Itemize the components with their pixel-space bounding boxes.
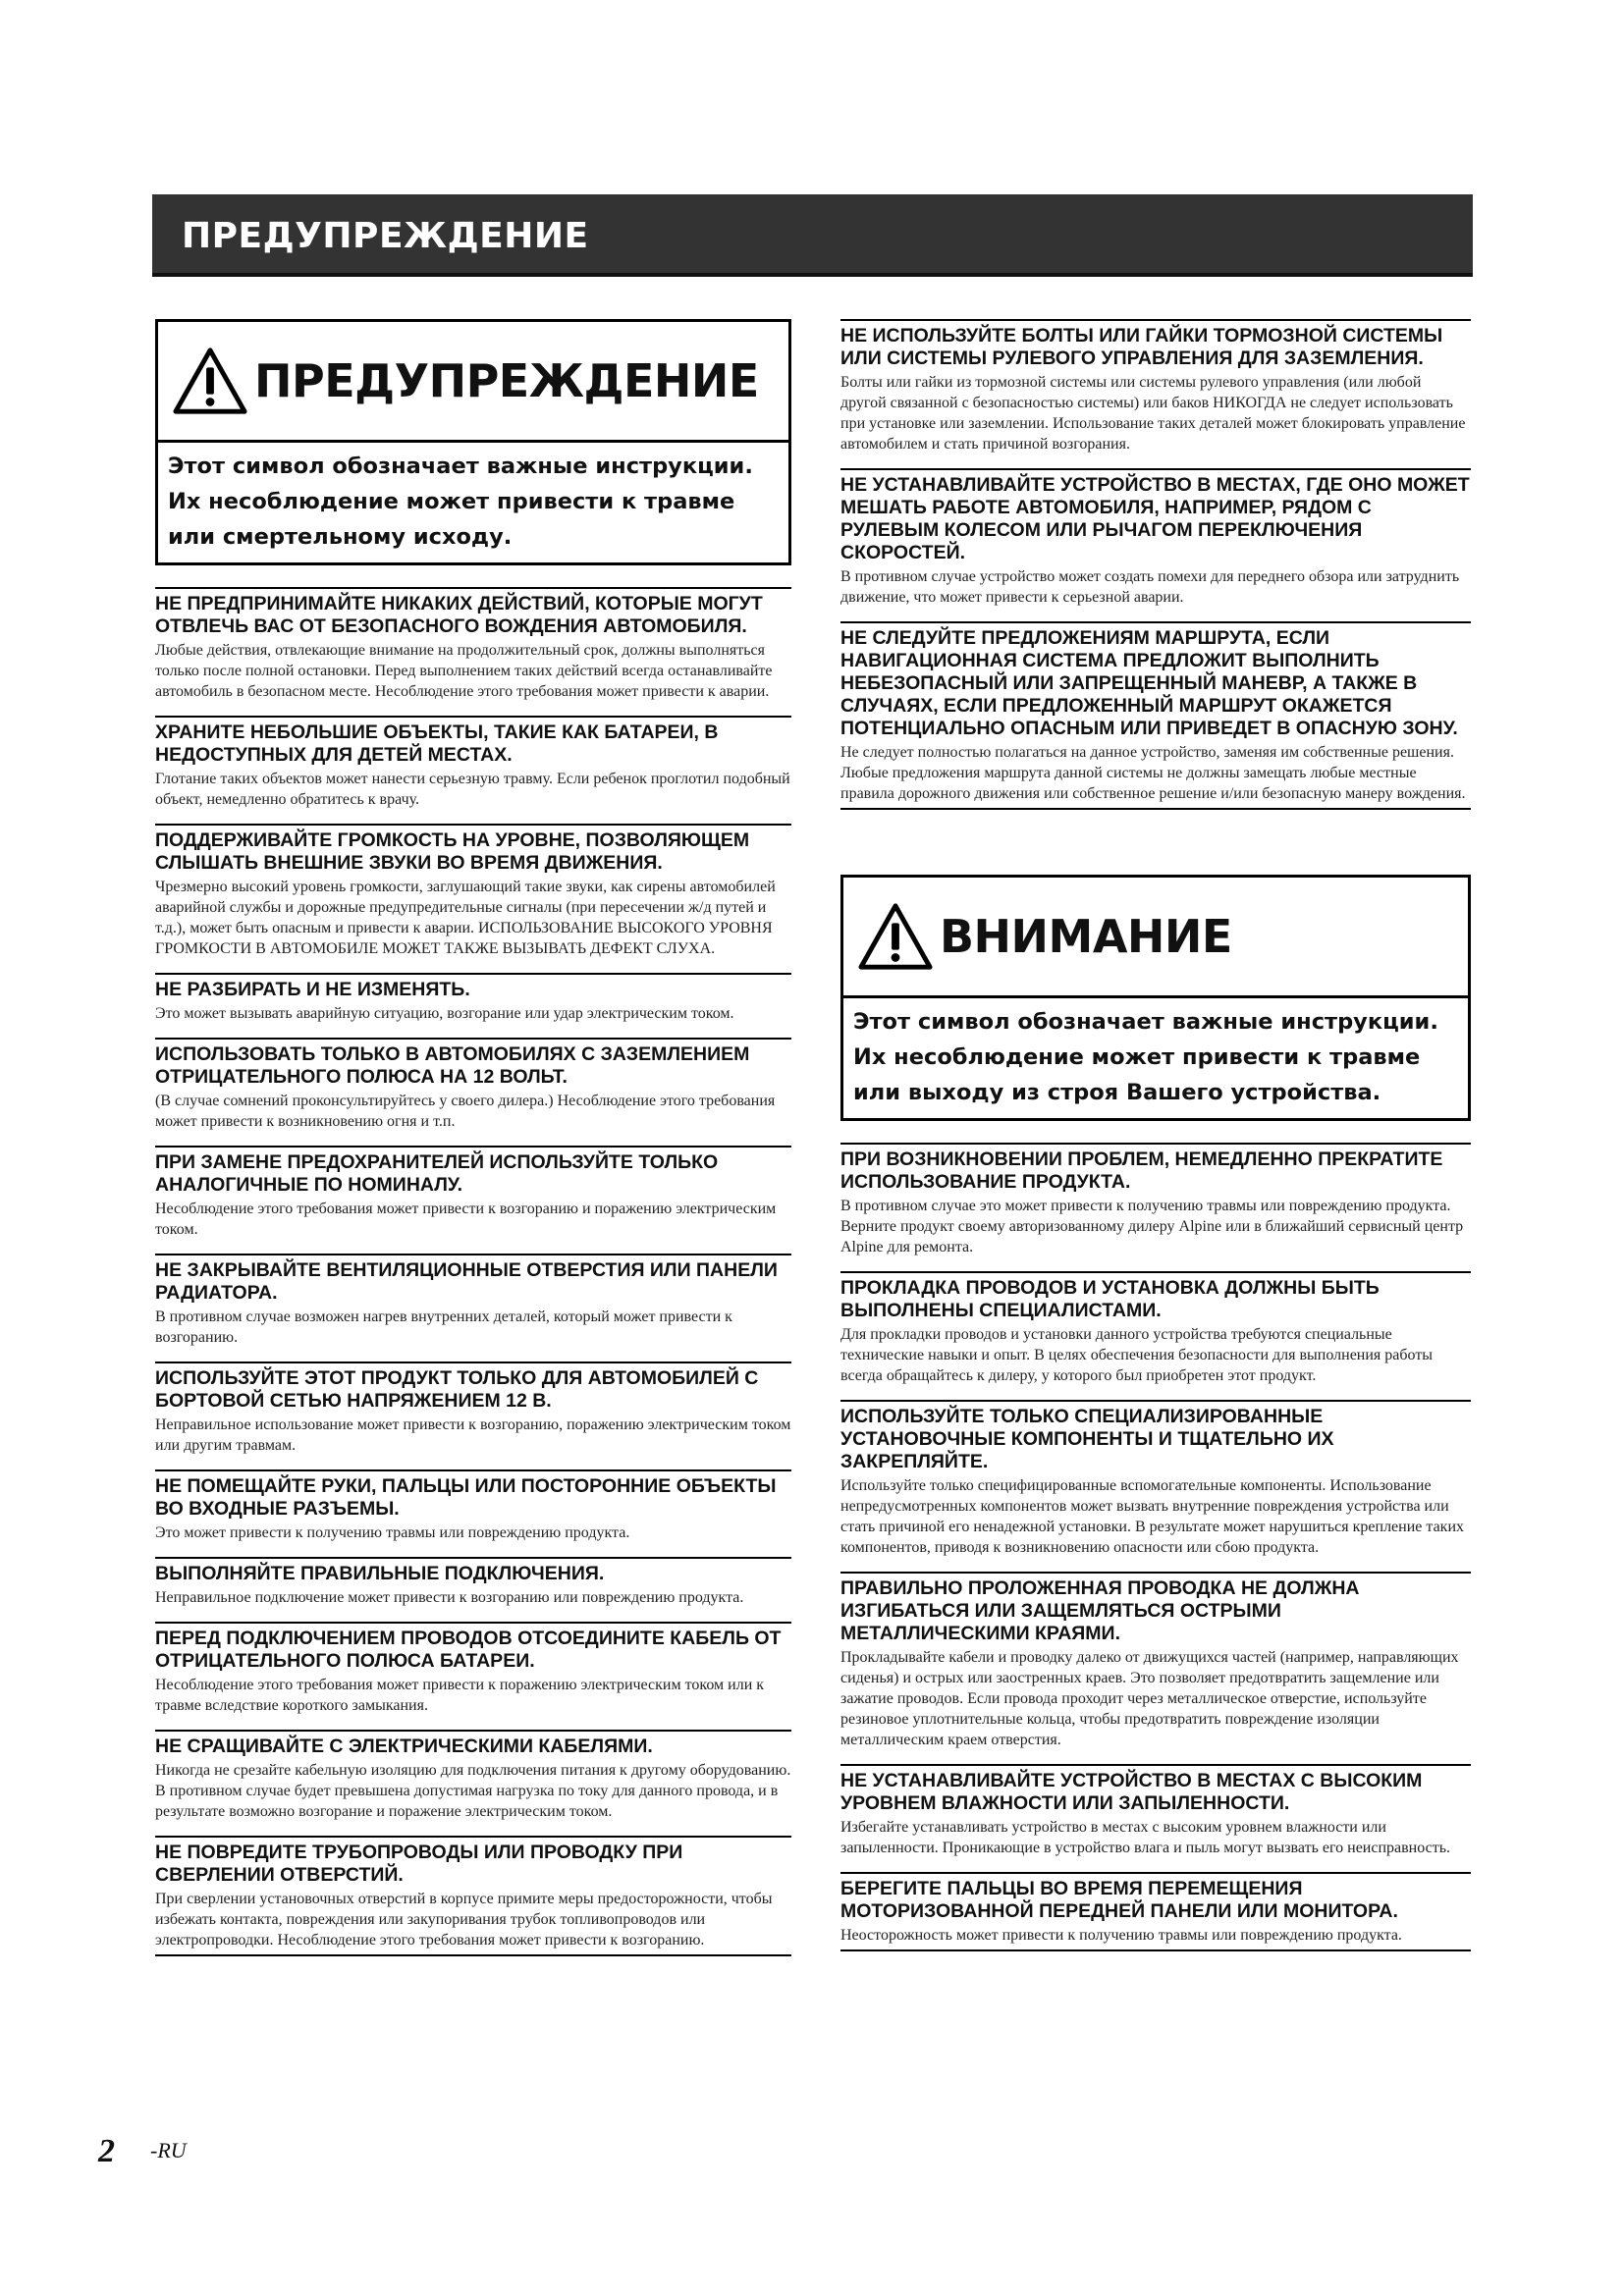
- section-body: Болты или гайки из тормозной системы или системы рулевого управления (или любой другой связанной с безопасностью системы) или баков НИКОГДА не следует использовать при установке или заземлении. Использование таких деталей может блокировать управление автомобилем и стать причиной возгорания.: [840, 374, 1466, 453]
- section-title: НЕ ИСПОЛЬЗУЙТЕ БОЛТЫ ИЛИ ГАЙКИ ТОРМОЗНОЙ СИСТЕМЫ ИЛИ СИСТЕМЫ РУЛЕВОГО УПРАВЛЕНИЯ ДЛЯ ЗАЗЕМЛЕНИЯ.: [840, 325, 1443, 369]
- warning-triangle-icon: [172, 346, 248, 416]
- section: [840, 1143, 1471, 1257]
- section: [840, 1400, 1471, 1558]
- left-column: [155, 319, 791, 1970]
- warning-triangle-icon: [857, 901, 934, 972]
- section-body: В противном случае возможен нагрев внутренних деталей, который может привести к возгоранию.: [155, 1308, 732, 1346]
- section-body: Не следует полностью полагаться на данное устройство, заменяя им собственные решения. Любые предложения маршрута данной системы не должны замещать любые местные правила дорожного движения или собственное решение и/или безопасную манеру вождения.: [840, 744, 1466, 802]
- section: [155, 1622, 791, 1716]
- section-body: Несоблюдение этого требования может привести к возгоранию и поражению электрическим током.: [155, 1201, 777, 1238]
- section: [155, 1146, 791, 1240]
- section: [840, 1764, 1471, 1858]
- page-footer: [98, 2133, 187, 2170]
- caution-box-header: [843, 878, 1468, 998]
- section-body: Любые действия, отвлекающие внимание на продолжительный срок, должны выполняться только после полной остановки. Перед выполнением таких действий всегда останавливайте автомобиль в безопасном месте. Несоблюдение этого требования может привести к аварии.: [155, 642, 773, 700]
- section-title: ВЫПОЛНЯЙТЕ ПРАВИЛЬНЫЕ ПОДКЛЮЧЕНИЯ.: [155, 1563, 605, 1584]
- section-body: Глотание таких объектов может нанести серьезную травму. Если ребенок проглотил подобный объект, немедленно обратитесь к врачу.: [155, 771, 790, 808]
- section-body: Используйте только специфицированные вспомогательные компоненты. Использование непредусмотренных компонентов может вызвать внутренние повреждения устройства или стать причиной его ненадежной установки. В результате может нарушиться крепление таких компонентов, приводя к возникновению опасности или сбою продукта.: [840, 1477, 1464, 1556]
- warning-box-title: ПРЕДУПРЕЖДЕНИЕ: [254, 354, 759, 407]
- section: [155, 1557, 791, 1608]
- section: [155, 824, 791, 959]
- section-title: НЕ ЗАКРЫВАЙТЕ ВЕНТИЛЯЦИОННЫЕ ОТВЕРСТИЯ ИЛИ ПАНЕЛИ РАДИАТОРА.: [155, 1259, 778, 1304]
- section-title: ПОДДЕРЖИВАЙТЕ ГРОМКОСТЬ НА УРОВНЕ, ПОЗВОЛЯЮЩЕМ СЛЫШАТЬ ВНЕШНИЕ ЗВУКИ ВО ВРЕМЯ ДВИЖЕНИЯ.: [155, 829, 750, 874]
- warning-box-header: [158, 322, 788, 443]
- section-title: НЕ УСТАНАВЛИВАЙТЕ УСТРОЙСТВО В МЕСТАХ, ГДЕ ОНО МОЖЕТ МЕШАТЬ РАБОТЕ АВТОМОБИЛЯ, НАПРИМЕР, РЯДОМ С РУЛЕВЫМ КОЛЕСОМ ИЛИ РЫЧАГОМ ПЕРЕКЛЮЧЕНИЯ СКОРОСТЕЙ.: [840, 474, 1470, 563]
- section: [840, 1572, 1471, 1750]
- section: [155, 1038, 791, 1132]
- caution-box-text: Этот символ обозначает важные инструкции. Их несоблюдение может привести к травме или выходу из строя Вашего устройства.: [853, 1009, 1438, 1105]
- right-column: [840, 319, 1471, 1965]
- section-title: ИСПОЛЬЗУЙТЕ ЭТОТ ПРОДУКТ ТОЛЬКО ДЛЯ АВТОМОБИЛЕЙ С БОРТОВОЙ СЕТЬЮ НАПРЯЖЕНИЕМ 12 В.: [155, 1367, 759, 1412]
- section-title: ПРИ ВОЗНИКНОВЕНИИ ПРОБЛЕМ, НЕМЕДЛЕННО ПРЕКРАТИТЕ ИСПОЛЬЗОВАНИЕ ПРОДУКТА.: [840, 1148, 1443, 1193]
- page-language-suffix: -RU: [150, 2138, 187, 2163]
- section: [155, 1362, 791, 1456]
- section-body: Это может привести к получению травмы или повреждению продукта.: [155, 1524, 630, 1541]
- section: [155, 973, 791, 1024]
- section-body: Для прокладки проводов и установки данного устройства требуются специальные технические навыки и опыт. В целях обеспечения безопасности для выполнения работы всегда обращайтесь к дилеру, у которого был приобретен этот продукт.: [840, 1326, 1434, 1384]
- section-body: В противном случае это может привести к получению травмы или повреждению продукта. Верните продукт своему авторизованному дилеру Alpine или в ближайший сервисный центр Alpine для ремонта.: [840, 1198, 1464, 1255]
- section-title: БЕРЕГИТЕ ПАЛЬЦЫ ВО ВРЕМЯ ПЕРЕМЕЩЕНИЯ МОТОРИЗОВАННОЙ ПЕРЕДНЕЙ ПАНЕЛИ ИЛИ МОНИТОРА.: [840, 1878, 1398, 1922]
- section: [155, 587, 791, 702]
- section-title: ПРОКЛАДКА ПРОВОДОВ И УСТАНОВКА ДОЛЖНЫ БЫТЬ ВЫПОЛНЕНЫ СПЕЦИАЛИСТАМИ.: [840, 1277, 1380, 1321]
- page-number: 2: [98, 2133, 115, 2169]
- section-title: НЕ СЛЕДУЙТЕ ПРЕДЛОЖЕНИЯМ МАРШРУТА, ЕСЛИ НАВИГАЦИОННАЯ СИСТЕМА ПРЕДЛОЖИТ ВЫПОЛНИТЬ НЕБЕЗОПАСНЫЙ ИЛИ ЗАПРЕЩЕННЫЙ МАНЕВР, А ТАКЖЕ В СЛУЧАЯХ, ЕСЛИ ПРЕДЛОЖЕННЫЙ МАРШРУТ ОКАЖЕТСЯ ПОТЕНЦИАЛЬНО ОПАСНЫМ ИЛИ ПРИВЕДЕТ В ОПАСНУЮ ЗОНУ.: [840, 627, 1458, 739]
- section-title: ПРАВИЛЬНО ПРОЛОЖЕННАЯ ПРОВОДКА НЕ ДОЛЖНА ИЗГИБАТЬСЯ ИЛИ ЗАЩЕМЛЯТЬСЯ ОСТРЫМИ МЕТАЛЛИЧЕСКИМИ КРАЯМИ.: [840, 1577, 1360, 1644]
- section-body: (В случае сомнений проконсультируйтесь у своего дилера.) Несоблюдение этого требования может привести к возникновению огня и т.п.: [155, 1093, 776, 1130]
- warning-box-text: Этот символ обозначает важные инструкции. Их несоблюдение может привести к травме или смертельному исходу.: [168, 454, 753, 550]
- section-body: Избегайте устанавливать устройство в местах с высоким уровнем влажности или запыленности. Проникающие в устройство влага и пыль могут вызвать его неисправность.: [840, 1819, 1451, 1856]
- section-body: Никогда не срезайте кабельную изоляцию для подключения питания к другому оборудованию. В противном случае будет превышена допустимая нагрузка по току для данного провода, и в результате возможно возгорание и поражение электрическим током.: [155, 1762, 791, 1820]
- section-body: При сверлении установочных отверстий в корпусе примите меры предосторожности, чтобы избежать контакта, повреждения или закупоривания трубок топливопроводов или электропроводки. Несоблюдение этого требования может привести к возгоранию.: [155, 1891, 773, 1949]
- page-title: ПРЕДУПРЕЖДЕНИЕ: [182, 215, 589, 256]
- section: [155, 1730, 791, 1822]
- section: [155, 1836, 791, 1956]
- section: [840, 319, 1471, 454]
- banner-underline: [152, 273, 1473, 277]
- section-body: Неосторожность может привести к получению травмы или повреждению продукта.: [840, 1927, 1402, 1944]
- section: [840, 1872, 1471, 1951]
- section-title: ПЕРЕД ПОДКЛЮЧЕНИЕМ ПРОВОДОВ ОТСОЕДИНИТЕ КАБЕЛЬ ОТ ОТРИЦАТЕЛЬНОГО ПОЛЮСА БАТАРЕИ.: [155, 1628, 782, 1672]
- section-body: Неправильное подключение может привести к возгоранию или повреждению продукта.: [155, 1589, 744, 1606]
- section-title: ХРАНИТЕ НЕБОЛЬШИЕ ОБЪЕКТЫ, ТАКИЕ КАК БАТАРЕИ, В НЕДОСТУПНЫХ ДЛЯ ДЕТЕЙ МЕСТАХ.: [155, 721, 719, 766]
- section-title: ИСПОЛЬЗОВАТЬ ТОЛЬКО В АВТОМОБИЛЯХ С ЗАЗЕМЛЕНИЕМ ОТРИЦАТЕЛЬНОГО ПОЛЮСА НА 12 ВОЛЬТ.: [155, 1043, 750, 1088]
- section-title: НЕ ПОВРЕДИТЕ ТРУБОПРОВОДЫ ИЛИ ПРОВОДКУ ПРИ СВЕРЛЕНИИ ОТВЕРСТИЙ.: [155, 1842, 683, 1886]
- section-body: В противном случае устройство может создать помехи для переднего обзора или затруднить движение, что может привести к серьезной аварии.: [840, 568, 1460, 606]
- section: [840, 1271, 1471, 1386]
- section-title: НЕ РАЗБИРАТЬ И НЕ ИЗМЕНЯТЬ.: [155, 979, 470, 1000]
- section-title: НЕ УСТАНАВЛИВАЙТЕ УСТРОЙСТВО В МЕСТАХ С ВЫСОКИМ УРОВНЕМ ВЛАЖНОСТИ ИЛИ ЗАПЫЛЕННОСТИ.: [840, 1770, 1423, 1814]
- section: [155, 716, 791, 810]
- section: [840, 468, 1471, 608]
- section-body: Прокладывайте кабели и проводку далеко от движущихся частей (например, направляющих сиденья) и острых или заостренных краев. Это позволяет предотвратить защемление или зажатие проводов. Если провода проходит через металлическое отверстие, используйте резиновое уплотнительные кольца, чтобы предотвратить повреждение изоляции металлическим краем отверстия.: [840, 1649, 1459, 1748]
- section-body: Неправильное использование может привести к возгоранию, поражению электрическим током или другим травмам.: [155, 1416, 791, 1454]
- warning-box: [155, 319, 791, 565]
- section: [155, 1254, 791, 1348]
- section-title: ИСПОЛЬЗУЙТЕ ТОЛЬКО СПЕЦИАЛИЗИРОВАННЫЕ УСТАНОВОЧНЫЕ КОМПОНЕНТЫ И ТЩАТЕЛЬНО ИХ ЗАКРЕПЛЯЙТЕ.: [840, 1406, 1334, 1472]
- caution-box: [840, 875, 1471, 1121]
- section: [155, 1469, 791, 1543]
- section-title: НЕ ПОМЕЩАЙТЕ РУКИ, ПАЛЬЦЫ ИЛИ ПОСТОРОННИЕ ОБЪЕКТЫ ВО ВХОДНЫЕ РАЗЪЕМЫ.: [155, 1475, 777, 1520]
- section-title: НЕ ПРЕДПРИНИМАЙТЕ НИКАКИХ ДЕЙСТВИЙ, КОТОРЫЕ МОГУТ ОТВЛЕЧЬ ВАС ОТ БЕЗОПАСНОГО ВОЖДЕНИЯ АВТОМОБИЛЯ.: [155, 593, 763, 637]
- section-title: НЕ СРАЩИВАЙТЕ С ЭЛЕКТРИЧЕСКИМИ КАБЕЛЯМИ.: [155, 1735, 653, 1757]
- caution-box-title: ВНИМАНИЕ: [940, 910, 1232, 963]
- section-body: Несоблюдение этого требования может привести к поражению электрическим током или к травме вследствие короткого замыкания.: [155, 1677, 765, 1714]
- page-title-banner: [152, 194, 1473, 277]
- section-body: Это может вызывать аварийную ситуацию, возгорание или удар электрическим током.: [155, 1005, 734, 1022]
- section: [840, 621, 1471, 810]
- section-title: ПРИ ЗАМЕНЕ ПРЕДОХРАНИТЕЛЕЙ ИСПОЛЬЗУЙТЕ ТОЛЬКО АНАЛОГИЧНЫЕ ПО НОМИНАЛУ.: [155, 1151, 719, 1196]
- section-body: Чрезмерно высокий уровень громкости, заглушающий такие звуки, как сирены автомобилей аварийной службы и дорожные предупредительные сигналы (при пересечении ж/д путей и т.д.), может быть опасным и привести к аварии. ИСПОЛЬЗОВАНИЕ ВЫСОКОГО УРОВНЯ ГРОМКОСТИ В АВТОМОБИЛЕ МОЖЕТ ТАКЖЕ ВЫЗЫВАТЬ ДЕФЕКТ СЛУХА.: [155, 879, 776, 957]
